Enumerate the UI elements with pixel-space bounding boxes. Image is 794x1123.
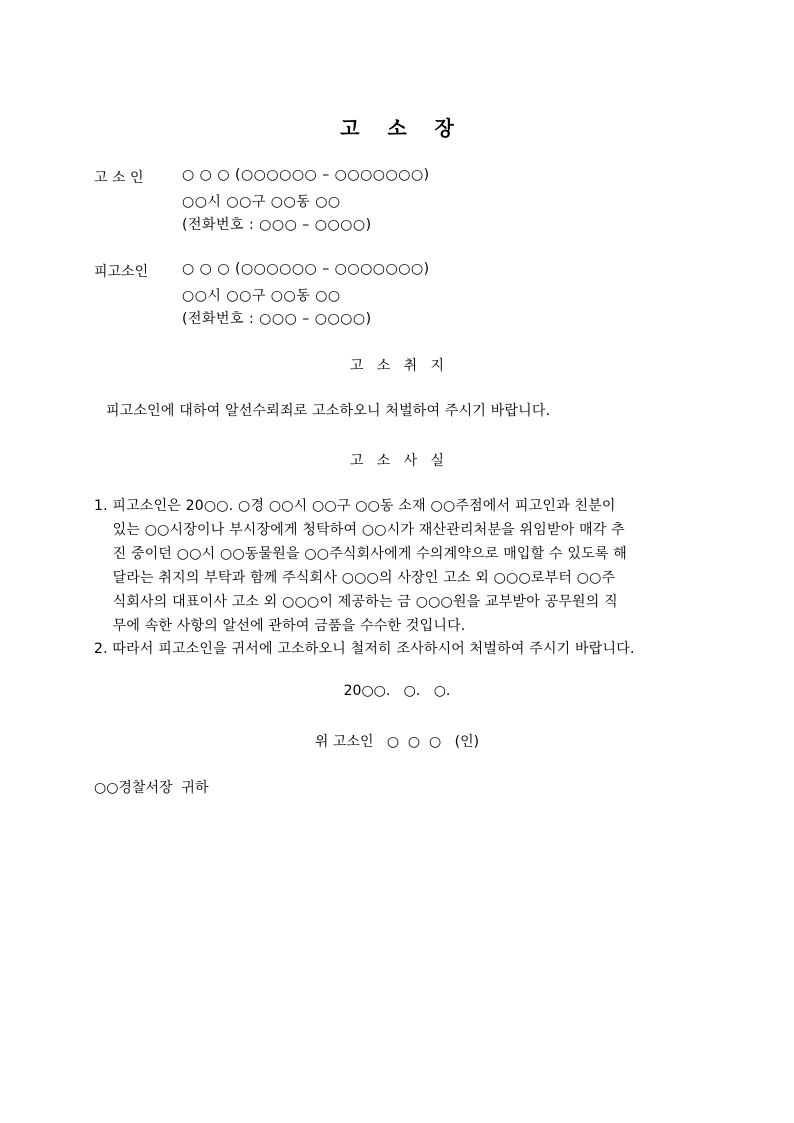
facts-line: 달라는 취지의 부탁과 함께 주식회사 ○○○의 사장인 고소 외 ○○○로부터 ○○주 [94, 570, 616, 586]
facts-line: 1. 피고소인은 20○○. ○경 ○○시 ○○구 ○○동 소재 ○○주점에서 피고인과 친분이 [94, 498, 616, 514]
complainant-phone: (전화번호 : ○○○ – ○○○○) [182, 217, 372, 233]
purpose-heading: 고 소 취 지 [349, 358, 445, 374]
accused-block [94, 261, 714, 331]
complainant-block [94, 167, 714, 237]
complainant-address: ○○시 ○○구 ○○동 ○○ [182, 194, 341, 210]
document-date: 20○○. ○. ○. [343, 683, 451, 699]
accused-phone: (전화번호 : ○○○ – ○○○○) [182, 311, 372, 327]
purpose-text: 피고소인에 대하여 알선수뢰죄로 고소하오니 처벌하여 주시기 바랍니다. [106, 403, 551, 419]
complainant-name: ○ ○ ○ (○○○○○○ – ○○○○○○○) [182, 167, 430, 183]
facts-line: 무에 속한 사항의 알선에 관하여 금품을 수수한 것입니다. [94, 618, 466, 634]
document-title: 고 소 장 [340, 116, 454, 140]
accused-label: 피고소인 [94, 264, 149, 280]
facts-line: 진 중이던 ○○시 ○○동물원을 ○○주식회사에게 수의계약으로 매입할 수 있도록 해 [94, 546, 627, 562]
accused-name: ○ ○ ○ (○○○○○○ – ○○○○○○○) [182, 261, 430, 277]
facts-heading: 고 소 사 실 [349, 453, 445, 469]
accused-address: ○○시 ○○구 ○○동 ○○ [182, 288, 341, 304]
addressee: ○○경찰서장 귀하 [94, 780, 209, 796]
facts-line: 2. 따라서 피고소인을 귀서에 고소하오니 철저히 조사하시어 처벌하여 주시기 바랍니다. [94, 641, 635, 657]
complainant-label: 고 소 인 [94, 170, 144, 186]
signature-line: 위 고소인 ○ ○ ○ (인) [314, 734, 480, 750]
facts-line: 있는 ○○시장이나 부시장에게 청탁하여 ○○시가 재산관리처분을 위임받아 매각 추 [94, 522, 625, 538]
facts-line: 식회사의 대표이사 고소 외 ○○○이 제공하는 금 ○○○원을 교부받아 공무원의 직 [94, 594, 618, 610]
